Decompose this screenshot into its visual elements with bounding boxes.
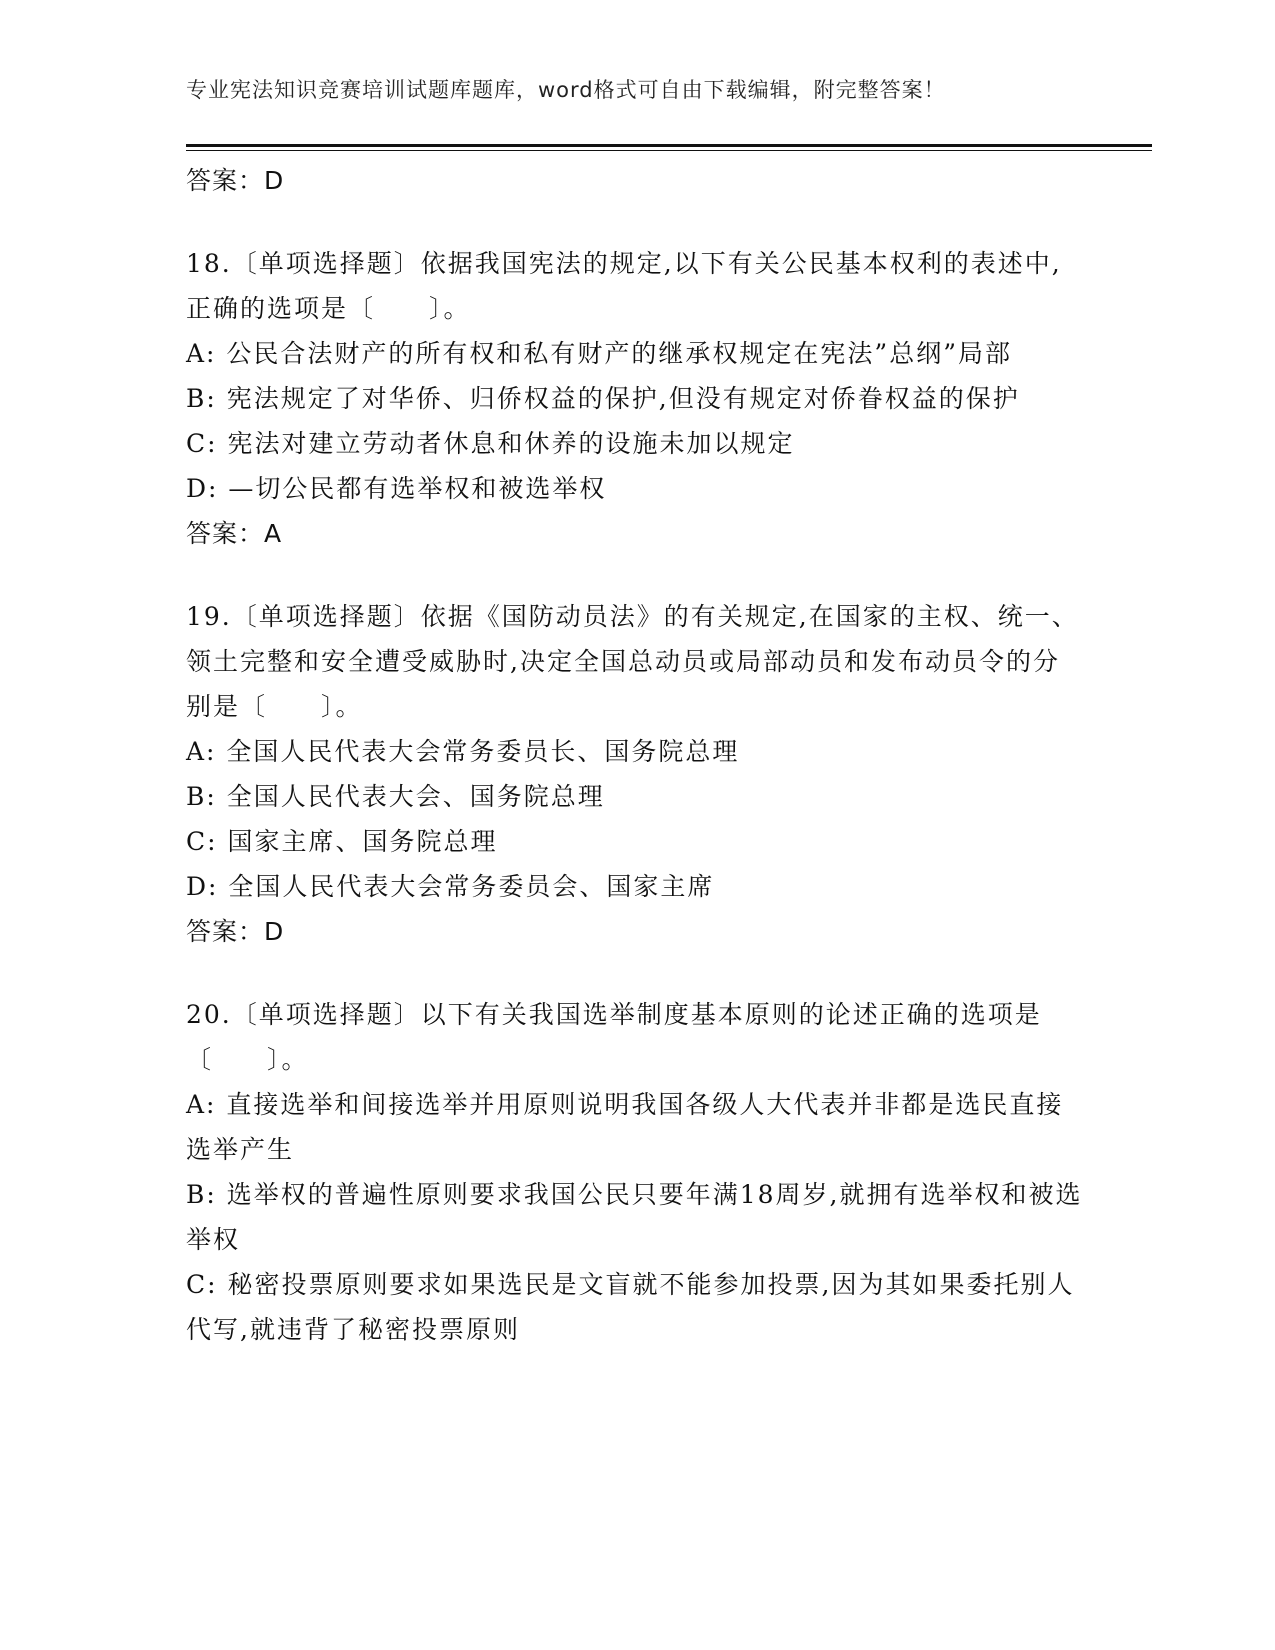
answer-value: D (264, 917, 285, 946)
option-19-c: C: 国家主席、国务院总理 (186, 827, 498, 856)
question-stem-20: 20.〔单项选择题〕以下有关我国选举制度基本原则的论述正确的选项是〔 〕。 (186, 1000, 1042, 1074)
header-rule-thin (186, 150, 1152, 151)
page-header: 专业宪法知识竞赛培训试题库题库，word格式可自由下载编辑，附完整答案！ (186, 78, 946, 102)
answer-line-19 (186, 909, 1086, 954)
option-19-b: B: 全国人民代表大会、国务院总理 (186, 782, 605, 811)
question-stem-19: 19.〔单项选择题〕依据《国防动员法》的有关规定,在国家的主权、统一、领土完整和安全遭受威胁时,决定全国总动员或局部动员和发布动员令的分别是〔 〕。 (186, 602, 1079, 721)
option-20-b: B: 选举权的普遍性原则要求我国公民只要年满18周岁,就拥有选举权和被选举权 (186, 1180, 1083, 1254)
option-19-d: D: 全国人民代表大会常务委员会、国家主席 (186, 872, 715, 901)
answer-value: D (264, 166, 285, 195)
spacer (186, 203, 1086, 241)
header-rule-thick (186, 144, 1152, 147)
option-18-a: A: 公民合法财产的所有权和私有财产的继承权规定在宪法”总纲”局部 (186, 339, 1012, 368)
document-body (186, 158, 1086, 1352)
answer-label: 答案： (186, 166, 265, 195)
option-19-a: A: 全国人民代表大会常务委员长、国务院总理 (186, 737, 740, 766)
answer-line-17 (186, 158, 1086, 203)
answer-line-18 (186, 511, 1086, 556)
question-block-20 (186, 992, 1086, 1352)
answer-label: 答案： (186, 519, 265, 548)
question-stem-18: 18.〔单项选择题〕依据我国宪法的规定,以下有关公民基本权利的表述中,正确的选项是〔 〕。 (186, 249, 1062, 323)
question-block-18 (186, 241, 1086, 556)
option-18-d: D: —切公民都有选举权和被选举权 (186, 474, 607, 503)
option-20-c: C: 秘密投票原则要求如果选民是文盲就不能参加投票,因为其如果委托别人代写,就违背了秘密投票原则 (186, 1270, 1075, 1344)
question-block-19 (186, 594, 1086, 954)
option-18-b: B: 宪法规定了对华侨、归侨权益的保护,但没有规定对侨眷权益的保护 (186, 384, 1020, 413)
answer-value: A (264, 519, 283, 548)
option-18-c: C: 宪法对建立劳动者休息和休养的设施未加以规定 (186, 429, 795, 458)
spacer (186, 556, 1086, 594)
answer-label: 答案： (186, 917, 265, 946)
option-20-a: A: 直接选举和间接选举并用原则说明我国各级人大代表并非都是选民直接选举产生 (186, 1090, 1064, 1164)
spacer (186, 954, 1086, 992)
